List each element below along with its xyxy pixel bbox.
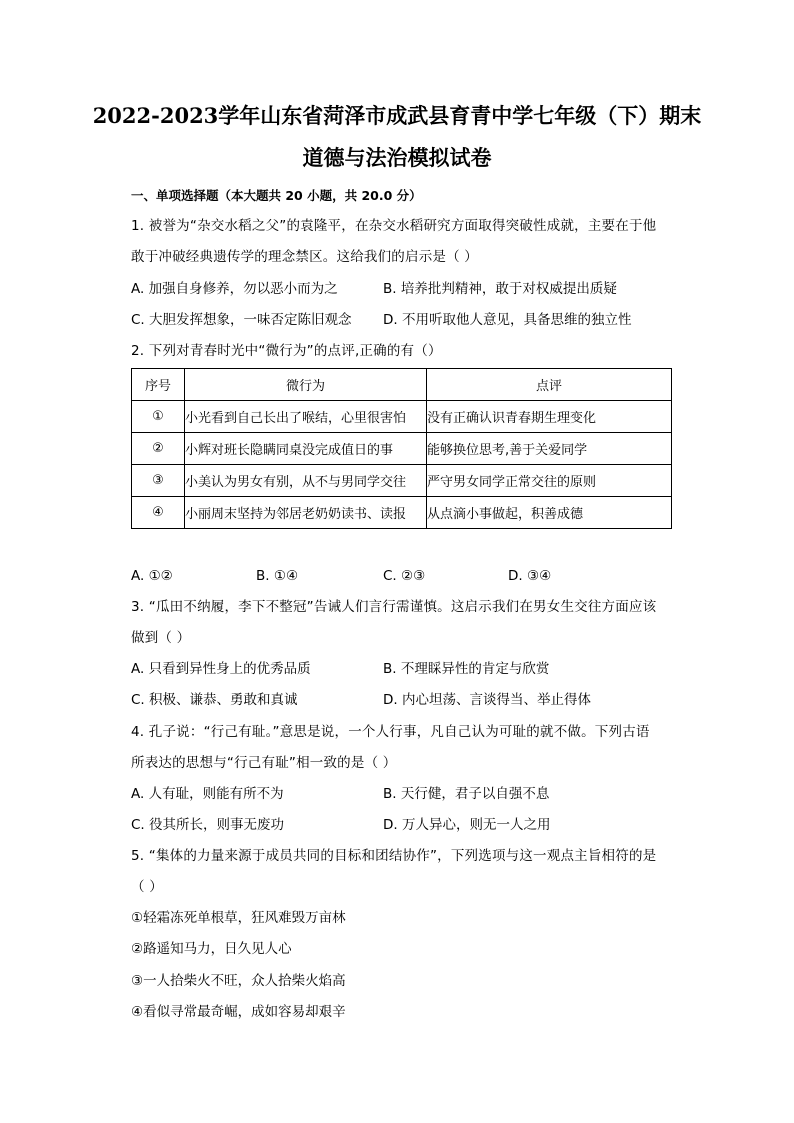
q1-text-line1: 1. 被誉为“杂交水稻之父”的袁隆平，在杂交水稻研究方面取得突破性成就，主要在于他 — [131, 218, 657, 234]
section-heading: 一、单项选择题（本大题共 20 小题，共 20.0 分） — [131, 188, 422, 203]
q2-option-a: A. ①② — [131, 568, 173, 584]
q5-statement-2: ②路遥知马力，日久见人心 — [131, 941, 292, 957]
q1-option-a: A. 加强自身修养，勿以恶小而为之 — [131, 281, 338, 297]
table-header: 点评 — [427, 369, 672, 401]
q4-text-line1: 4. 孔子说：“行己有耻。”意思是说，一个人行事，凡自己认为可耻的就不做。下列古语 — [131, 724, 650, 740]
q1-option-c: C. 大胆发挥想象，一味否定陈旧观念 — [131, 312, 352, 328]
q3-option-a: A. 只看到异性身上的优秀品质 — [131, 661, 311, 677]
table-cell: ③ — [132, 465, 185, 497]
q3-text-line2: 做到（ ） — [131, 630, 191, 646]
q2-text-line1: 2. 下列对青春时光中“微行为”的点评,正确的有（） — [131, 343, 442, 359]
table-header: 序号 — [132, 369, 185, 401]
q4-option-b: B. 天行健，君子以自强不息 — [383, 786, 550, 802]
table-row — [132, 433, 672, 465]
table-row — [132, 401, 672, 433]
q1-option-d: D. 不用听取他人意见，具备思维的独立性 — [383, 312, 632, 328]
q5-statement-3: ③一人拾柴火不旺，众人拾柴火焰高 — [131, 973, 346, 989]
q2-option-c: C. ②③ — [383, 568, 426, 584]
q3-option-c: C. 积极、谦恭、勇敢和真诚 — [131, 692, 298, 708]
table-cell: ② — [132, 433, 185, 465]
q2-option-b: B. ①④ — [256, 568, 299, 584]
table-cell: 小美认为男女有别，从不与男同学交往 — [185, 465, 427, 497]
q3-option-d: D. 内心坦荡、言谈得当、举止得体 — [383, 692, 591, 708]
q5-text-line1: 5. “集体的力量来源于成员共同的目标和团结协作”，下列选项与这一观点主旨相符的是 — [131, 848, 657, 864]
table-cell: 从点滴小事做起，积善成德 — [427, 497, 672, 529]
table-cell: ① — [132, 401, 185, 433]
q5-text-line2: （ ） — [131, 879, 163, 895]
table-cell: 小光看到自己长出了喉结，心里很害怕 — [185, 401, 427, 433]
table-cell: 能够换位思考,善于关爱同学 — [427, 433, 672, 465]
q1-option-b: B. 培养批判精神，敢于对权威提出质疑 — [383, 281, 617, 297]
table-cell: 小辉对班长隐瞒同桌没完成值日的事 — [185, 433, 427, 465]
q2-option-d: D. ③④ — [508, 568, 552, 584]
table-header: 微行为 — [185, 369, 427, 401]
table-cell: ④ — [132, 497, 185, 529]
q4-option-a: A. 人有耻，则能有所不为 — [131, 786, 284, 802]
q5-statement-1: ①轻霜冻死单根草，狂风难毁万亩林 — [131, 910, 346, 926]
table-header-row — [132, 369, 672, 401]
table-cell: 没有正确认识青春期生理变化 — [427, 401, 672, 433]
table-cell: 严守男女同学正常交往的原则 — [427, 465, 672, 497]
table-cell: 小丽周末坚持为邻居老奶奶读书、读报 — [185, 497, 427, 529]
table-row — [132, 465, 672, 497]
table-row — [132, 497, 672, 529]
q1-text-line2: 敢于冲破经典遗传学的理念禁区。这给我们的启示是（ ） — [131, 249, 478, 265]
q3-option-b: B. 不理睬异性的肯定与欣赏 — [383, 661, 550, 677]
exam-title-line1: 2022-2023学年山东省菏泽市成武县育青中学七年级（下）期末 — [92, 103, 702, 128]
q3-text-line1: 3. “瓜田不纳履，李下不整冠”告诫人们言行需谨慎。这启示我们在男女生交往方面应该 — [131, 599, 657, 615]
q4-option-c: C. 役其所长，则事无废功 — [131, 817, 285, 833]
q2-table — [131, 368, 672, 529]
q5-statement-4: ④看似寻常最奇崛，成如容易却艰辛 — [131, 1004, 346, 1020]
q4-option-d: D. 万人异心，则无一人之用 — [383, 817, 551, 833]
exam-title-line2: 道德与法治模拟试卷 — [302, 145, 492, 170]
q4-text-line2: 所表达的思想与“行己有耻”相一致的是（ ） — [131, 755, 397, 771]
